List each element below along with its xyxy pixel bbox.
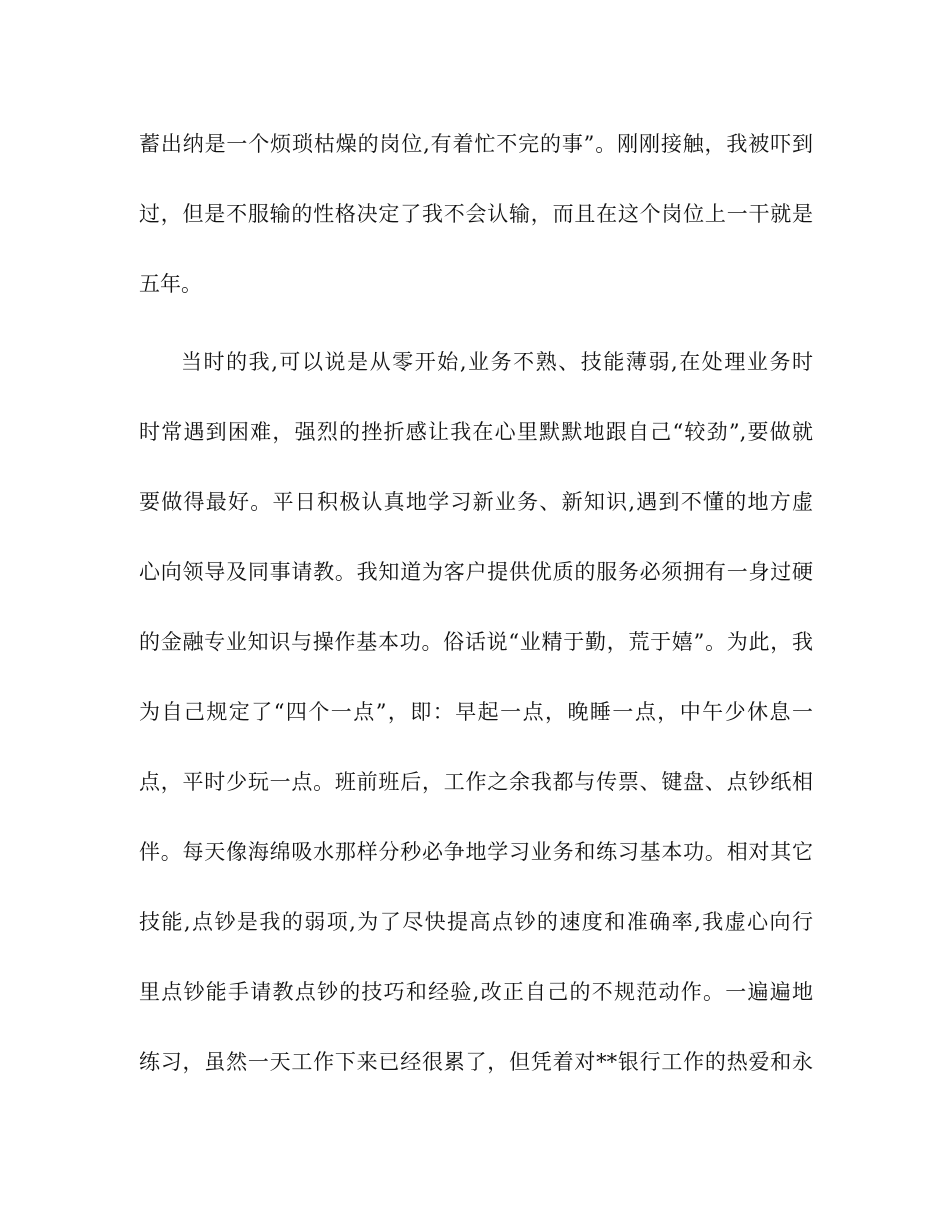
text-line-8: 的金融专业知识与操作基本功。俗话说“业精于勤，荒于嬉”。为此，我 bbox=[139, 630, 813, 654]
text-line-10: 点，平时少玩一点。班前班后，工作之余我都与传票、键盘、点钞纸相 bbox=[139, 770, 813, 794]
text-line-13: 里点钞能手请教点钞的技巧和经验,改正自己的不规范动作。一遍遍地 bbox=[139, 980, 813, 1004]
text-line-6: 要做得最好。平日积极认真地学习新业务、新知识,遇到不懂的地方虚 bbox=[139, 490, 813, 514]
text-line-5: 时常遇到困难，强烈的挫折感让我在心里默默地跟自己“较劲”,要做就 bbox=[139, 420, 813, 444]
text-line-11: 伴。每天像海绵吸水那样分秒必争地学习业务和练习基本功。相对其它 bbox=[139, 840, 813, 864]
text-line-2: 过，但是不服输的性格决定了我不会认输，而且在这个岗位上一干就是 bbox=[139, 202, 813, 226]
text-line-12: 技能,点钞是我的弱项,为了尽快提高点钞的速度和准确率,我虚心向行 bbox=[139, 910, 813, 934]
text-line-4: 当时的我,可以说是从零开始,业务不熟、技能薄弱,在处理业务时 bbox=[181, 350, 813, 374]
text-line-14: 练习，虽然一天工作下来已经很累了，但凭着对**银行工作的热爱和永 bbox=[139, 1050, 813, 1074]
text-line-3: 五年。 bbox=[139, 272, 202, 296]
text-line-1: 蓄出纳是一个烦琐枯燥的岗位,有着忙不完的事”。刚刚接触，我被吓到 bbox=[139, 132, 813, 156]
text-line-9: 为自己规定了“四个一点”，即：早起一点，晚睡一点，中午少休息一 bbox=[139, 700, 813, 724]
text-line-7: 心向领导及同事请教。我知道为客户提供优质的服务必须拥有一身过硬 bbox=[139, 560, 813, 584]
